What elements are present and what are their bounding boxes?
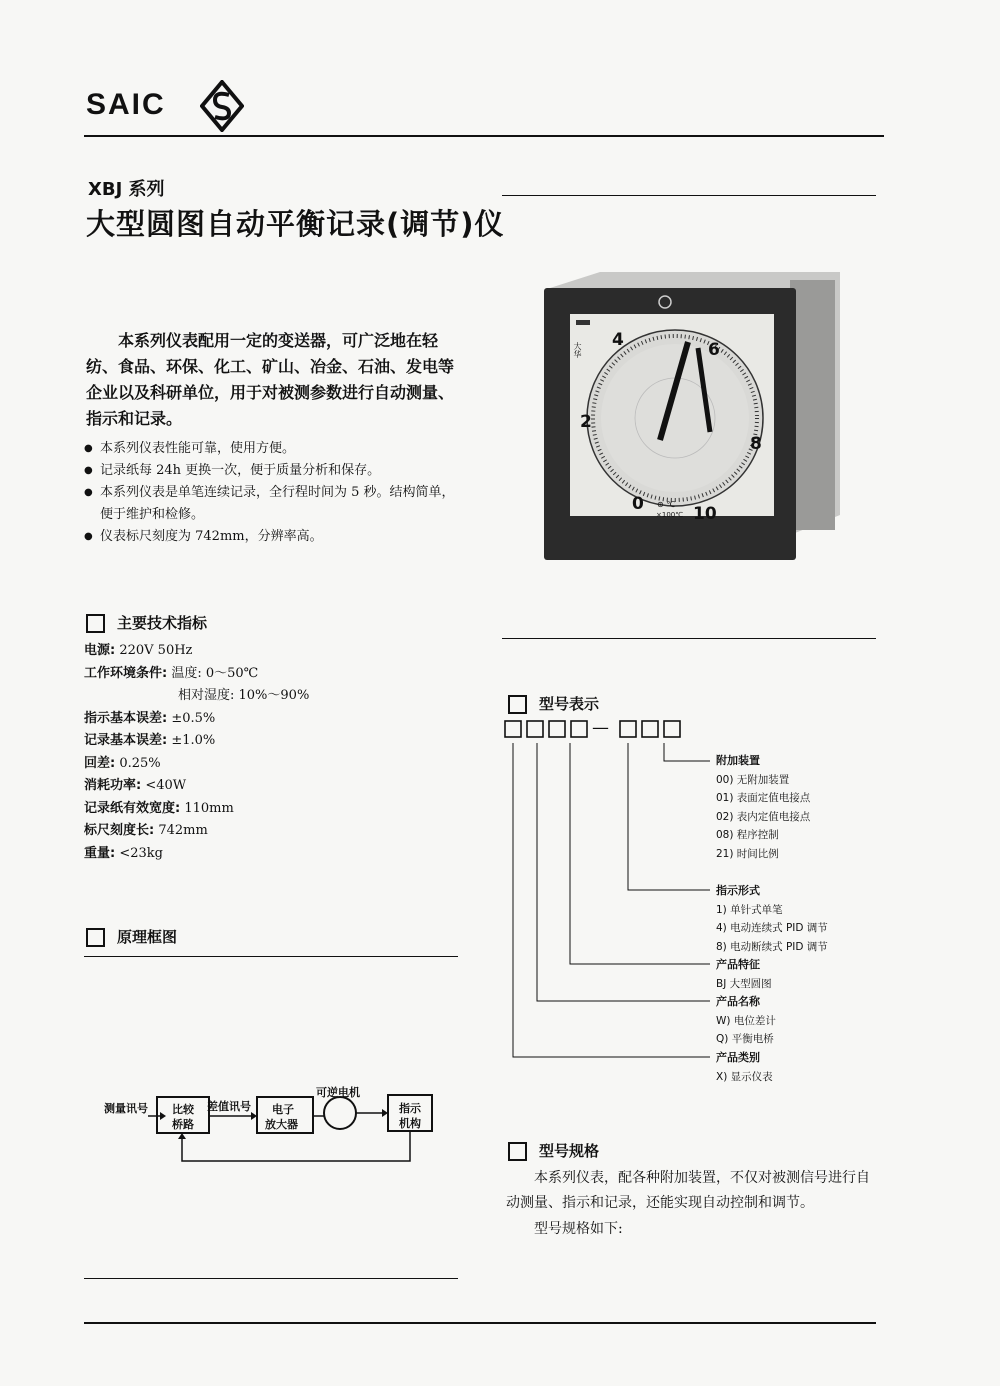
spec-label: 回差: xyxy=(84,755,116,771)
model-group-title: 产品特征 xyxy=(716,958,760,971)
header-rule xyxy=(84,135,884,137)
series-label: XBJ 系列 xyxy=(88,179,165,200)
spec-label: 标尺刻度长: xyxy=(84,823,155,838)
model-group-title: 产品类别 xyxy=(716,1051,760,1064)
model-option: BJ 大型圆图 xyxy=(716,977,772,990)
right-top-rule xyxy=(502,195,876,196)
model-group-name xyxy=(716,993,776,1049)
input-signal-label: 测量讯号 xyxy=(104,1102,148,1115)
checkbox-icon xyxy=(508,1142,527,1161)
model-group-title: 产品名称 xyxy=(716,995,760,1008)
block-indicator-line1: 指示 xyxy=(399,1102,421,1115)
block-amp-line1: 电子 xyxy=(272,1103,294,1116)
spec-value: 相对湿度: 10%～90% xyxy=(178,688,310,703)
spec-section-heading: 型号规格 xyxy=(508,1140,599,1161)
feature-item: ● 仪表标尺刻度为 742mm，分辨率高。 xyxy=(82,526,466,548)
model-option: 8) 电动断续式 PID 调节 xyxy=(716,940,828,953)
model-option: 21) 时间比例 xyxy=(716,847,779,860)
checkbox-icon xyxy=(86,928,105,947)
model-code-dash: — xyxy=(592,718,609,738)
spec-value: <23kg xyxy=(119,845,163,861)
spec-value: 110mm xyxy=(184,800,234,816)
scale-label-4: 4 xyxy=(612,330,624,350)
model-option: 01) 表面定值电接点 xyxy=(716,792,811,805)
scale-label-0: 0 xyxy=(632,494,644,514)
model-group-category xyxy=(716,1049,773,1086)
model-group-accessory xyxy=(716,752,810,864)
diagram-rule xyxy=(84,956,458,957)
model-option: 1) 单针式单笔 xyxy=(716,903,783,916)
specs-list xyxy=(84,640,309,865)
model-option: 4) 电动连续式 PID 调节 xyxy=(716,922,828,935)
spec-label: 重量: xyxy=(84,845,116,861)
footer-rule xyxy=(84,1322,876,1324)
spec-label: 记录基本误差: xyxy=(84,733,168,748)
model-group-title: 指示形式 xyxy=(716,884,760,897)
spec-value: <40W xyxy=(145,778,187,793)
spec-label: 消耗功率: xyxy=(84,778,142,793)
spec-value: ±1.0% xyxy=(171,733,216,748)
checkbox-icon xyxy=(86,614,105,633)
scale-label-8: 8 xyxy=(750,434,762,454)
spec-label: 电源: xyxy=(84,643,116,658)
spec-label: 工作环境条件: xyxy=(84,665,168,681)
block-amp-line2: 放大器 xyxy=(265,1118,298,1131)
model-option: Q) 平衡电桥 xyxy=(716,1033,774,1046)
spec-section-paragraph: 本系列仪表，配各种附加装置，不仅对被测信号进行自动测量、指示和记录，还能实现自动控制和调节。 xyxy=(506,1170,870,1211)
diff-signal-label: 差值讯号 xyxy=(207,1100,251,1113)
brand-logo-icon xyxy=(200,80,244,132)
intro-paragraph: 本系列仪表配用一定的变送器，可广泛地在轻纺、食品、环保、化工、矿山、冶金、石油、发电等企业以及科研单位，用于对被测参数进行自动测量、指示和记录。 xyxy=(86,331,455,428)
block-indicator-line2: 机构 xyxy=(399,1117,421,1130)
instrument-brand-mark: 大华 xyxy=(573,342,582,358)
spec-value: 742mm xyxy=(158,823,208,838)
feature-item: ● 本系列仪表性能可靠，使用方便。 xyxy=(82,438,466,460)
model-option: 08) 程序控制 xyxy=(716,829,779,842)
model-option: 02) 表内定值电接点 xyxy=(716,810,811,823)
model-option: W) 电位差计 xyxy=(716,1014,776,1027)
scale-label-2: 2 xyxy=(580,412,592,432)
model-group-feature xyxy=(716,956,772,993)
spec-value: 温度: 0～50℃ xyxy=(171,665,259,681)
feature-list xyxy=(82,438,466,548)
page-title: 大型圆图自动平衡记录(调节)仪 xyxy=(86,207,505,241)
checkbox-icon xyxy=(508,695,527,714)
spec-label: 指示基本误差: xyxy=(84,710,168,726)
spec-section-lead: 型号规格如下: xyxy=(534,1221,623,1237)
right-mid-rule xyxy=(502,638,876,639)
model-code-tree xyxy=(500,715,720,1095)
instrument-unit-line2: ×100℃ xyxy=(656,511,684,519)
diagram-heading: 原理框图 xyxy=(86,926,177,947)
scale-label-6: 6 xyxy=(708,340,720,360)
spec-label: 记录纸有效宽度: xyxy=(84,800,181,816)
model-heading: 型号表示 xyxy=(508,693,599,714)
model-option: 00) 无附加装置 xyxy=(716,773,790,786)
feature-item: ● 记录纸每 24h 更换一次，便于质量分析和保存。 xyxy=(82,460,466,482)
spec-value: 220V 50Hz xyxy=(119,643,193,658)
model-option: X) 显示仪表 xyxy=(716,1070,773,1083)
model-group-title: 附加装置 xyxy=(716,754,760,767)
left-bottom-rule xyxy=(84,1278,458,1279)
motor-label: 可逆电机 xyxy=(316,1086,360,1099)
scale-label-10: 10 xyxy=(693,504,717,524)
model-group-indication xyxy=(716,882,828,956)
block-compare-line2: 桥路 xyxy=(172,1118,194,1131)
feature-item: ● 本系列仪表是单笔连续记录，全行程时间为 5 秒。结构简单，便于维护和检修。 xyxy=(82,482,466,526)
instrument-unit-line1: ⊛ ℃ xyxy=(657,500,676,509)
block-compare-line1: 比较 xyxy=(172,1103,194,1116)
brand-logo-text: SAIC xyxy=(86,88,166,121)
spec-value: ±0.5% xyxy=(171,710,216,726)
spec-value: 0.25% xyxy=(119,755,161,771)
specs-heading: 主要技术指标 xyxy=(86,612,207,633)
